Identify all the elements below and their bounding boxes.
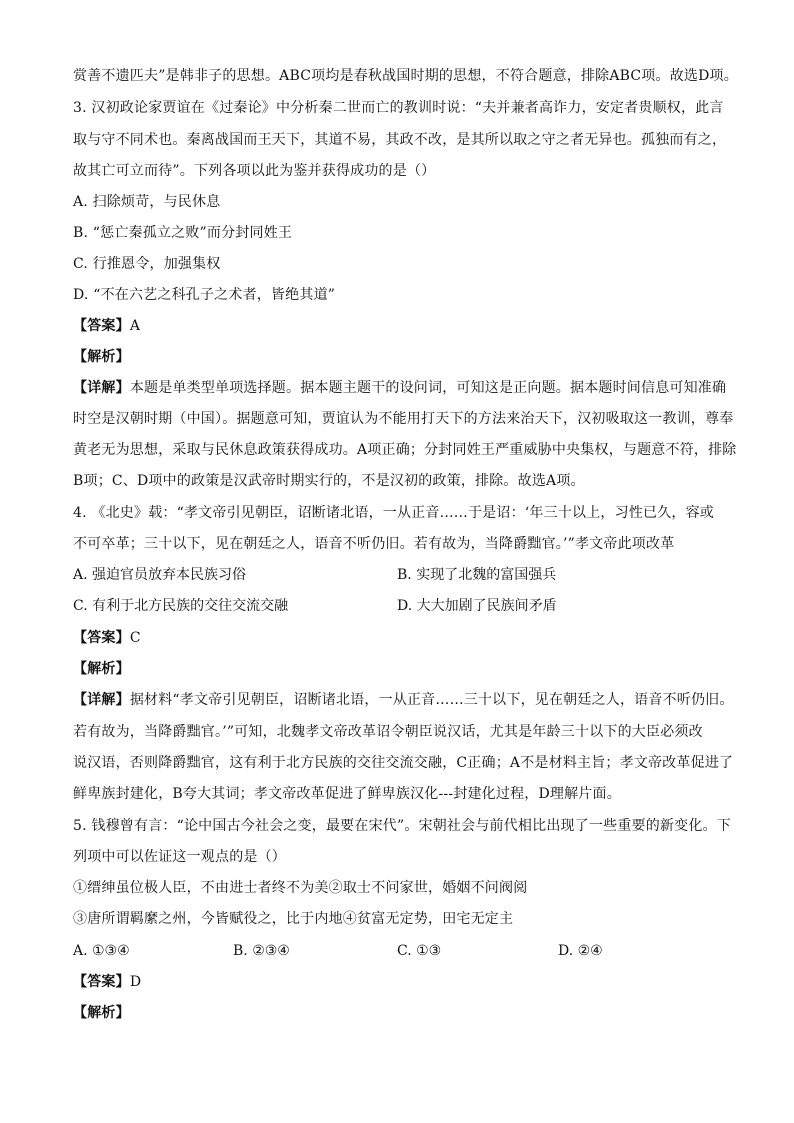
text-line: 时空是汉朝时期（中国）。据题意可知，贾谊认为不能用打天下的方法来治天下，汉初吸取这一教训，尊奉 — [73, 411, 734, 427]
answer-tag: 【答案】 — [73, 318, 130, 334]
text-line: 取与守不同术也。秦离战国而王天下，其道不易，其政不改，是其所以取之守之者无异也。孤独而有之， — [73, 132, 727, 148]
answer-value: D — [129, 974, 142, 990]
answer-value: C — [129, 630, 141, 646]
answer-tag: 【答案】 — [73, 974, 130, 990]
analysis-tag: 【解析】 — [73, 661, 130, 677]
text-line: 故其亡可立而待”。下列各项以此为鉴并获得成功的是（） — [73, 163, 436, 179]
explanation-tag: 【详解】 — [73, 692, 130, 708]
explanation-line: 【详解】本题是单类型单项选择题。据本题主题干的设问词，可知这是正向题。据本题时间信息可知准确 — [73, 380, 727, 396]
option-a: A. ①③④ — [73, 943, 130, 959]
text-line: 说汉语，否则降爵黜官，这有利于北方民族的交往交流交融，C正确；A不是材料主旨；孝文帝改革促进了 — [73, 755, 734, 771]
answer-value: A — [129, 318, 141, 334]
text-line: 不可卒革；三十以下，见在朝廷之人，语音不听仍旧。若有故为，当降爵黜官。’”孝文帝此项改革 — [73, 536, 675, 552]
statement-line: ①缙绅虽位极人臣，不由进士者终不为美②取士不问家世，婚姻不问阀阅 — [73, 880, 528, 896]
analysis-tag: 【解析】 — [73, 349, 130, 365]
explanation-tag: 【详解】 — [73, 380, 130, 396]
option-b: B. “惩亡秦孤立之败”而分封同姓王 — [73, 225, 293, 241]
option-c: C. 有利于北方民族的交往交流交融 — [73, 598, 289, 614]
explanation-line: 【详解】据材料“孝文帝引见朝臣，诏断诸北语，一从正音……三十以下，见在朝廷之人，语音不听仍旧。 — [73, 692, 734, 708]
answer-tag: 【答案】 — [73, 630, 130, 646]
option-d: D. 大大加剧了民族间矛盾 — [397, 598, 557, 614]
question-3-stem: 3. 汉初政论家贾谊在《过秦论》中分析秦二世而亡的教训时说：“夫并兼者高诈力，安定者贵顺权，此言 — [73, 100, 724, 116]
answer-line — [73, 972, 723, 992]
question-5-stem: 5. 钱穆曾有言：“论中国古今社会之变，最要在宋代”。宋朝社会与前代相比出现了一些重要的新变化。下 — [73, 818, 731, 834]
analysis-tag: 【解析】 — [73, 1005, 130, 1021]
answer-line — [73, 628, 723, 648]
option-d: D. ②④ — [558, 943, 603, 959]
text-line: 列项中可以佐证这一观点的是（） — [73, 849, 286, 865]
answer-line — [73, 316, 723, 336]
text-line: 鲜卑族封建化，B夸大其词；孝文帝改革促进了鲜卑族汉化---封建化过程，D理解片面。 — [73, 786, 621, 802]
option-d: D. “不在六艺之科孔子之术者，皆绝其道” — [73, 287, 336, 303]
text-line: 赏善不遗匹夫”是韩非子的思想。ABC项均是春秋战国时期的思想，不符合题意，排除ABC项。故选D项。 — [73, 68, 738, 84]
option-b: B. ②③④ — [233, 943, 290, 959]
question-4-stem: 4. 《北史》载：“孝文帝引见朝臣，诏断诸北语，一从正音……于是诏：‘年三十以上，习性已久，容或 — [73, 505, 715, 521]
option-c: C. 行推恩令，加强集权 — [73, 256, 221, 272]
option-c: C. ①③ — [397, 943, 442, 959]
text-line: 若有故为，当降爵黜官。’”可知，北魏孝文帝改革诏令朝臣说汉话，尤其是年龄三十以下的大臣必须改 — [73, 724, 703, 740]
option-a: A. 强迫官员放弃本民族习俗 — [73, 567, 247, 583]
text-line: B项；C、D项中的政策是汉武帝时期实行的，不是汉初的政策，排除。故选A项。 — [73, 473, 585, 489]
statement-line: ③唐所谓羁縻之州，今皆赋役之，比于内地④贫富无定势，田宅无定主 — [73, 911, 514, 927]
text-line: 黄老无为思想，采取与民休息政策获得成功。A项正确；分封同姓王严重威胁中央集权，与题意不符，排除 — [73, 442, 737, 458]
option-b: B. 实现了北魏的富国强兵 — [397, 567, 557, 583]
option-a: A. 扫除烦苛，与民休息 — [73, 194, 221, 210]
